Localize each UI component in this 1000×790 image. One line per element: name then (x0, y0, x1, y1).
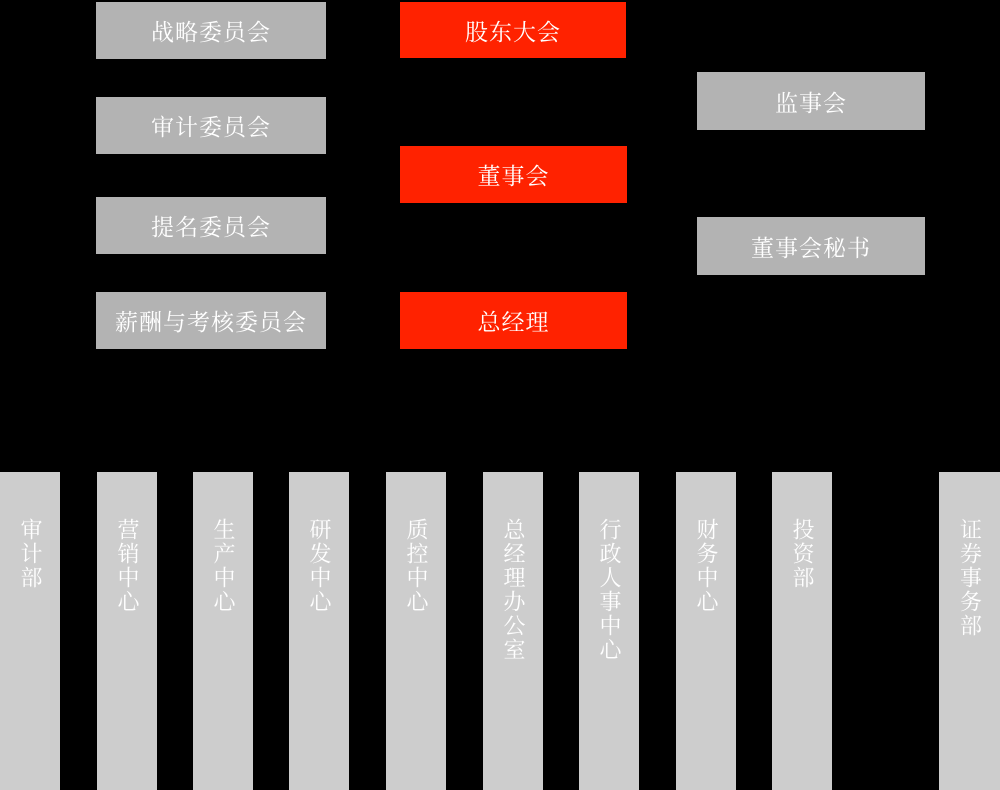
strategy-committee-label: 战略委员会 (151, 19, 271, 45)
dept-column-marketing-center (97, 472, 157, 790)
dept-securities-affairs-label: 证券事务部 (957, 518, 983, 638)
remuneration-committee-label: 薪酬与考核委员会 (115, 309, 307, 335)
shareholders-meeting-label: 股东大会 (465, 18, 561, 45)
dept-rnd-label: 研发中心 (307, 518, 332, 614)
dept-column-finance-center (676, 472, 736, 790)
dept-column-audit-dept (0, 472, 60, 790)
dept-investment-label: 投资部 (790, 518, 815, 590)
dept-column-admin-hr-center (579, 472, 639, 790)
dept-column-rnd-center (289, 472, 349, 790)
dept-column-quality-control-center (386, 472, 446, 790)
node-remuneration-committee (96, 292, 326, 349)
node-supervisory-board (697, 72, 925, 130)
node-general-manager (400, 292, 627, 349)
dept-gm-office-label: 总经理办公室 (501, 518, 526, 662)
dept-column-securities-affairs-dept (939, 472, 1000, 790)
board-of-directors-label: 董事会 (477, 163, 550, 189)
node-strategy-committee (96, 2, 326, 59)
dept-column-investment-dept (772, 472, 832, 790)
dept-admin-hr-label: 行政人事中心 (597, 518, 622, 662)
node-board-secretary (697, 217, 925, 275)
dept-production-label: 生产中心 (211, 518, 236, 614)
node-nomination-committee (96, 197, 326, 254)
supervisory-board-label: 监事会 (775, 89, 847, 116)
node-shareholders-meeting (400, 2, 626, 58)
dept-finance-label: 财务中心 (694, 518, 719, 614)
dept-audit-label: 审计部 (18, 518, 43, 590)
node-board-of-directors (400, 146, 627, 203)
node-audit-committee (96, 97, 326, 154)
dept-column-production-center (193, 472, 253, 790)
dept-marketing-label: 营销中心 (115, 518, 140, 614)
general-manager-label: 总经理 (477, 309, 550, 335)
board-secretary-label: 董事会秘书 (751, 234, 871, 261)
audit-committee-label: 审计委员会 (151, 114, 271, 140)
dept-column-gm-office (483, 472, 543, 790)
nomination-committee-label: 提名委员会 (151, 214, 271, 240)
dept-quality-control-label: 质控中心 (404, 518, 429, 614)
